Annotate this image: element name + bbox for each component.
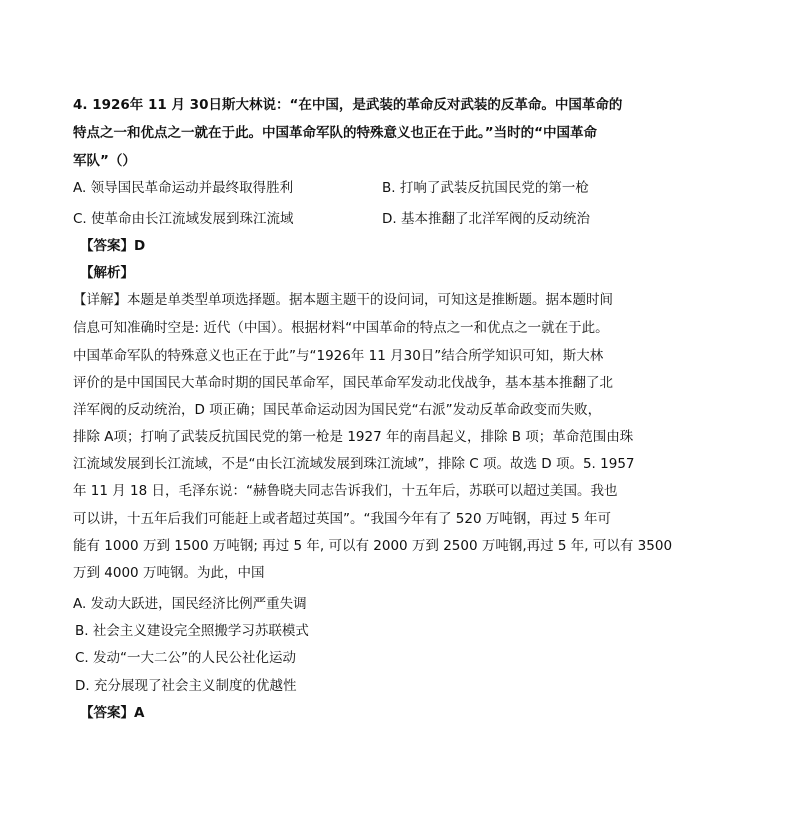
q5-option-b: B. 社会主义建设完全照搬学习苏联模式 bbox=[75, 623, 309, 639]
q4-detail-line-10: 能有 1000 万到 1500 万吨钢; 再过 5 年, 可以有 2000 万到 2500 万吨钢,再过 5 年, 可以有 3500 bbox=[73, 538, 673, 554]
q4-detail-line-3: 中国革命军队的特殊意义也正在于此”与“1926年 11 月30日”结合所学知识可知，斯大林 bbox=[73, 348, 604, 364]
q4-stem-line-1: 4. 1926年 11 月 30日斯大林说：“在中国，是武装的革命反对武装的反革命。中国革命的 bbox=[73, 97, 623, 113]
q4-detail-line-9: 可以讲，十五年后我们可能赶上或者超过英国”。“我国今年有了 520 万吨钢，再过 5 年可 bbox=[73, 511, 612, 527]
q5-option-d: D. 充分展现了社会主义制度的优越性 bbox=[75, 678, 297, 694]
q4-detail-line-5: 洋军阀的反动统治，D 项正确；国民革命运动因为国民党“右派”发动反革命政变而失败， bbox=[73, 402, 602, 418]
q4-option-d: D. 基本推翻了北洋军阀的反动统治 bbox=[382, 211, 590, 227]
q5-option-c: C. 发动“一大二公”的人民公社化运动 bbox=[75, 650, 296, 666]
q4-stem-line-3: 军队”（） bbox=[73, 153, 136, 169]
q5-option-a: A. 发动大跃进，国民经济比例严重失调 bbox=[73, 596, 307, 612]
q4-analysis-label: 【解析】 bbox=[80, 265, 134, 281]
q4-stem-line-2: 特点之一和优点之一就在于此。中国革命军队的特殊意义也正在于此。”当时的“中国革命 bbox=[73, 125, 597, 141]
q5-answer: 【答案】A bbox=[80, 705, 145, 721]
q4-detail-line-6: 排除 A项；打响了武装反抗国民党的第一枪是 1927 年的南昌起义，排除 B 项；革命范围由珠 bbox=[73, 429, 634, 445]
q4-detail-line-7: 江流域发展到长江流域，不是“由长江流域发展到珠江流域”，排除 C 项。故选 D 项。5. 1957 bbox=[73, 456, 635, 472]
q4-detail-line-4: 评价的是中国国民大革命时期的国民革命军，国民革命军发动北伐战争，基本基本推翻了北 bbox=[73, 375, 613, 391]
q4-detail-line-1: 【详解】本题是单类型单项选择题。据本题主题干的设问词，可知这是推断题。据本题时间 bbox=[73, 292, 613, 308]
q4-option-a: A. 领导国民革命运动并最终取得胜利 bbox=[73, 180, 294, 196]
q4-option-b: B. 打响了武装反抗国民党的第一枪 bbox=[382, 180, 589, 196]
q4-detail-line-2: 信息可知准确时空是: 近代（中国）。根据材料“中国革命的特点之一和优点之一就在于此。 bbox=[73, 320, 609, 336]
q4-detail-line-8: 年 11 月 18 日，毛泽东说：“赫鲁晓夫同志告诉我们，十五年后，苏联可以超过美国。我也 bbox=[73, 483, 618, 499]
q4-answer: 【答案】D bbox=[80, 238, 146, 254]
q4-detail-line-11: 万到 4000 万吨钢。为此，中国 bbox=[73, 565, 265, 581]
q4-option-c: C. 使革命由长江流域发展到珠江流域 bbox=[73, 211, 294, 227]
